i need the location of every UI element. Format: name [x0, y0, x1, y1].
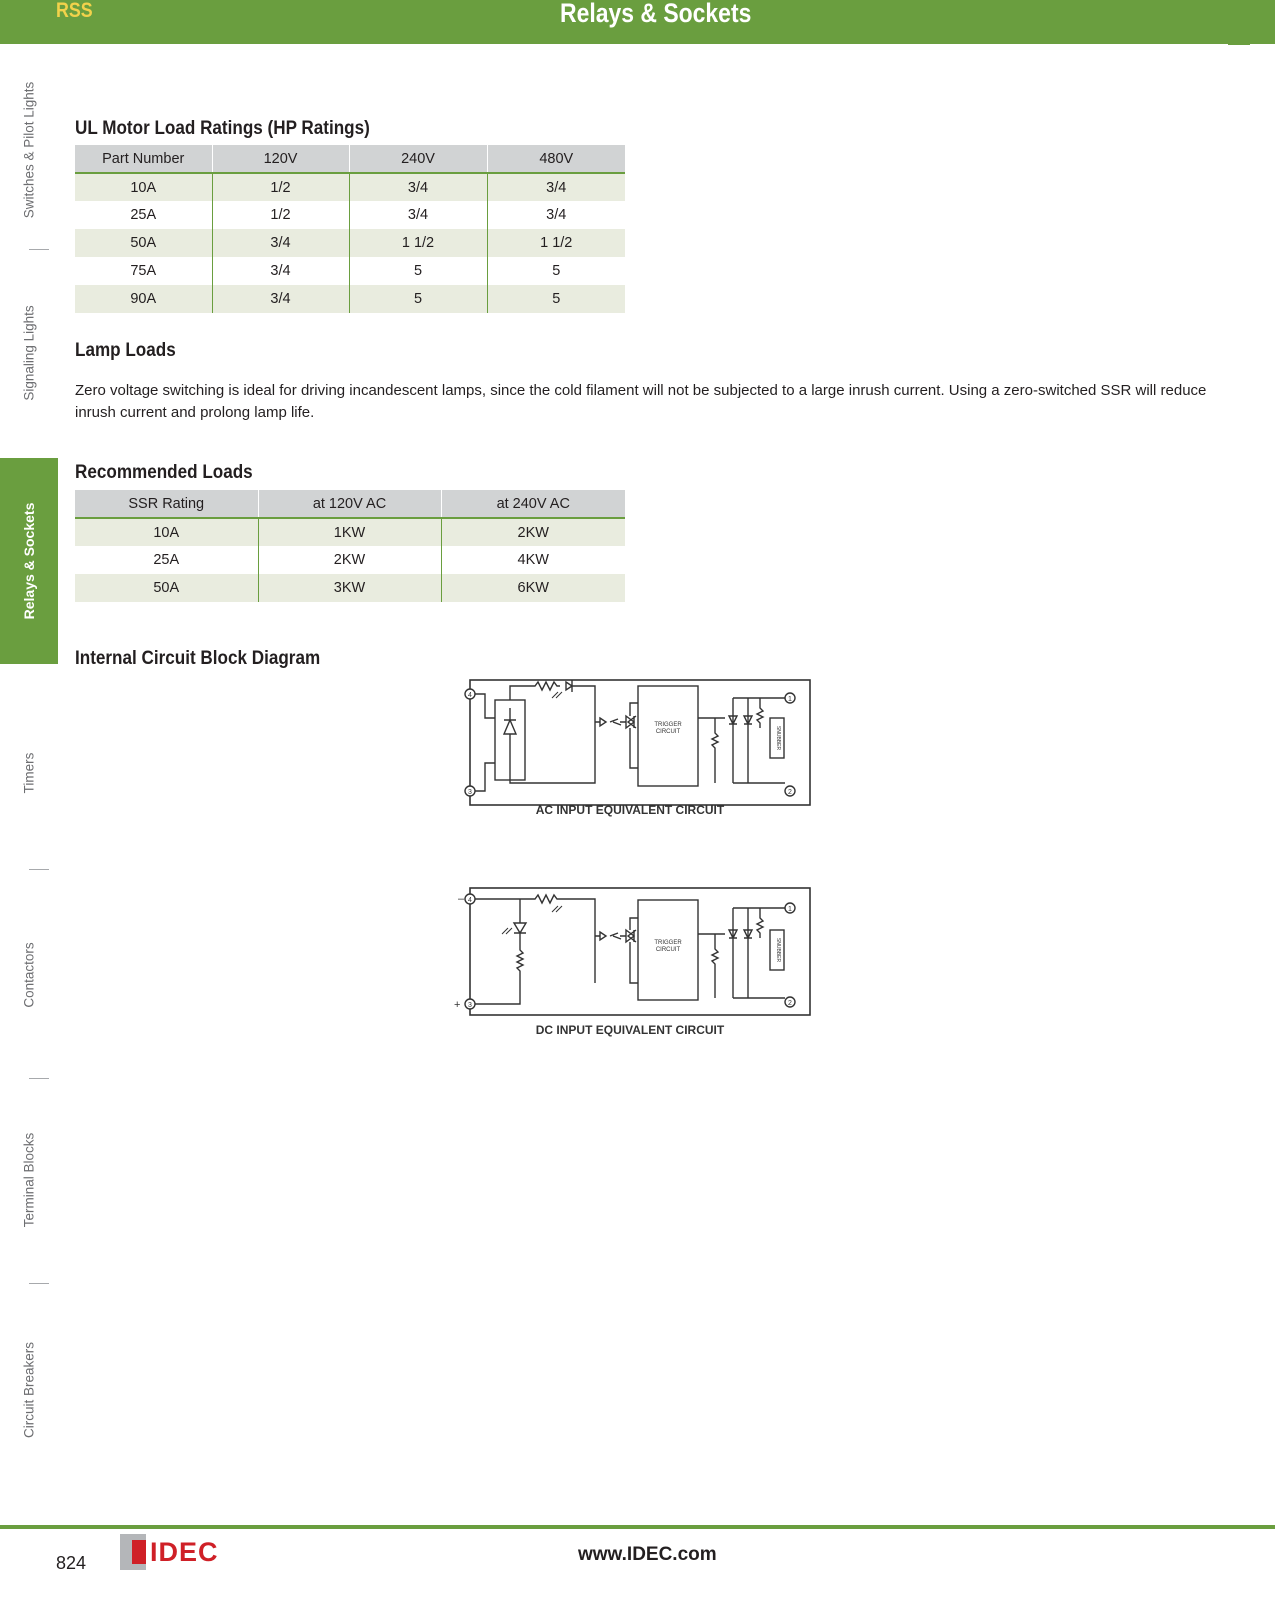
- table-cell: 75A: [75, 257, 212, 285]
- trigger-label: CIRCUIT: [655, 947, 681, 953]
- rectifier-diode: [504, 708, 516, 772]
- table-cell: 25A: [75, 546, 258, 574]
- side-tab-label: Circuit Breakers: [21, 1341, 37, 1439]
- table-cell: 50A: [75, 229, 212, 257]
- terminal-4-label: 4: [468, 897, 472, 904]
- table-cell: 1 1/2: [349, 229, 487, 257]
- idec-logo[interactable]: [120, 1534, 235, 1570]
- table-cell: 1/2: [212, 201, 349, 229]
- side-tab-terminal-blocks[interactable]: [0, 1090, 58, 1270]
- table-cell: 1 1/2: [487, 229, 625, 257]
- side-tab-switches-pilot-lights[interactable]: [0, 60, 58, 240]
- side-tab-label: Relays & Sockets: [21, 502, 37, 620]
- terminal-2-label: 2: [788, 1000, 792, 1007]
- dc-led-emission-icon: [502, 928, 512, 934]
- column-header: Part Number: [75, 145, 212, 173]
- side-tab-divider: [29, 869, 49, 870]
- side-tab-divider: [29, 249, 49, 250]
- table-row: [75, 201, 625, 229]
- side-tab-label: Terminal Blocks: [21, 1132, 37, 1228]
- trigger-label: TRIGGER: [654, 722, 682, 728]
- ac-circuit-caption: AC INPUT EQUIVALENT CIRCUIT: [535, 803, 725, 817]
- terminal-1-label: 1: [788, 696, 792, 703]
- table-cell: 50A: [75, 574, 258, 602]
- table-cell: 5: [349, 285, 487, 313]
- table-cell: 3/4: [487, 173, 625, 201]
- trigger-circuit-block: [638, 686, 698, 786]
- dc-input-diode-resistor: [514, 923, 526, 993]
- table-cell: 3/4: [212, 285, 349, 313]
- table-cell: 90A: [75, 285, 212, 313]
- optocoupler-led: [595, 718, 621, 726]
- table-cell: 25A: [75, 201, 212, 229]
- side-tab-label: Switches & Pilot Lights: [21, 81, 37, 219]
- positive-terminal-sign: +: [454, 999, 461, 1011]
- led-emission-icon: [552, 692, 562, 698]
- trigger-label: CIRCUIT: [655, 729, 681, 735]
- trigger-label: TRIGGER: [654, 940, 682, 946]
- circuit-diagram: [440, 668, 825, 1068]
- table-cell: 1/2: [212, 173, 349, 201]
- header-tab-marker: [1228, 42, 1250, 45]
- terminal-3-label: 3: [468, 789, 472, 796]
- ac-input-circuit: [465, 680, 810, 817]
- header-bar: [0, 0, 1275, 44]
- table-cell: 3/4: [349, 173, 487, 201]
- side-tab-divider: [29, 1283, 49, 1284]
- dc-optocoupler-led: [595, 932, 621, 940]
- terminal-2-label: 2: [788, 789, 792, 796]
- dc-opto-wiring: [630, 918, 638, 983]
- column-header: 240V: [349, 145, 487, 173]
- dc-input-circuit: [454, 888, 810, 1037]
- table-row: [75, 518, 625, 546]
- snubber-label: SNUBBER: [775, 725, 781, 751]
- optocoupler-triac: [620, 716, 636, 728]
- dc-circuit-caption: DC INPUT EQUIVALENT CIRCUIT: [535, 1023, 725, 1037]
- lamp-loads-text: Zero voltage switching is ideal for driving incandescent lamps, since the cold filament will not be subjected to a large inrush current. Using a zero-switched SSR will reduce inrush current and prolong lamp life.: [75, 382, 1207, 421]
- motor-ratings-table: [75, 145, 625, 313]
- side-tab-divider: [29, 1078, 49, 1079]
- table-cell: 3/4: [212, 257, 349, 285]
- table-cell: 5: [487, 285, 625, 313]
- column-header: 120V: [212, 145, 349, 173]
- circuit-diagram-heading: Internal Circuit Block Diagram: [75, 648, 321, 669]
- page-title: Relays & Sockets: [560, 0, 752, 28]
- table-cell: 4KW: [441, 546, 625, 574]
- recommended-loads-heading: Recommended Loads: [75, 462, 253, 483]
- dc-gate-resistor: [698, 934, 725, 998]
- side-tab-contactors[interactable]: [0, 885, 58, 1065]
- table-cell: 10A: [75, 518, 258, 546]
- column-header: 480V: [487, 145, 625, 173]
- dc-optocoupler-triac: [620, 930, 636, 942]
- side-tab-timers[interactable]: [0, 690, 58, 855]
- table-cell: 5: [487, 257, 625, 285]
- lamp-loads-heading: Lamp Loads: [75, 340, 176, 361]
- dc-resistor-mark: [552, 906, 562, 912]
- table-row: [75, 285, 625, 313]
- terminal-1-label: 1: [788, 906, 792, 913]
- table-cell: 6KW: [441, 574, 625, 602]
- table-cell: 3KW: [258, 574, 441, 602]
- side-tab-label: Contactors: [21, 942, 37, 1008]
- table-cell: 5: [349, 257, 487, 285]
- section-code: RSS: [56, 0, 93, 22]
- side-tab-relays-sockets[interactable]: [0, 458, 58, 664]
- table-cell: 3/4: [212, 229, 349, 257]
- table-row: [75, 574, 625, 602]
- dc-snubber-resistor: [757, 908, 763, 938]
- column-header: SSR Rating: [75, 490, 258, 518]
- input-resistor-led: [510, 680, 595, 783]
- side-tab-label: Timers: [21, 752, 37, 793]
- table-cell: 3/4: [349, 201, 487, 229]
- table-cell: 10A: [75, 173, 212, 201]
- column-header: at 240V AC: [441, 490, 625, 518]
- snubber-label: SNUBBER: [775, 937, 781, 963]
- terminal-4-label: 4: [468, 692, 472, 699]
- table-row: [75, 173, 625, 201]
- table-row: [75, 546, 625, 574]
- table-cell: 2KW: [258, 546, 441, 574]
- table-header-row: [75, 490, 625, 518]
- dc-input-wiring: [475, 895, 595, 1004]
- side-tab-label: Signaling Lights: [21, 304, 37, 401]
- motor-ratings-heading: UL Motor Load Ratings (HP Ratings): [75, 118, 370, 139]
- table-cell: 2KW: [441, 518, 625, 546]
- side-tab-signaling-lights[interactable]: [0, 270, 58, 435]
- side-tab-circuit-breakers[interactable]: [0, 1300, 58, 1480]
- table-cell: 1KW: [258, 518, 441, 546]
- snubber-resistor: [757, 698, 763, 728]
- website-link[interactable]: www.IDEC.com: [578, 1544, 717, 1565]
- table-cell: 3/4: [487, 201, 625, 229]
- page-number: 824: [56, 1553, 87, 1573]
- recommended-loads-table: [75, 490, 625, 602]
- terminal-3-label: 3: [468, 1002, 472, 1009]
- table-header-row: [75, 145, 625, 173]
- column-header: at 120V AC: [258, 490, 441, 518]
- table-row: [75, 229, 625, 257]
- gate-resistor: [698, 718, 725, 783]
- opto-wiring: [630, 703, 638, 768]
- footer-divider: [0, 1525, 1275, 1529]
- table-row: [75, 257, 625, 285]
- logo-wordmark: IDEC: [150, 1537, 219, 1567]
- negative-terminal-sign: –: [458, 893, 465, 905]
- input-wiring: [475, 694, 495, 791]
